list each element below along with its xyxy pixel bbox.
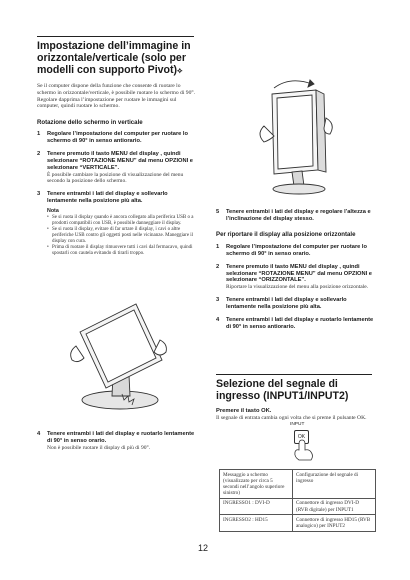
step-text: Tenere premuto il tasto MENU del display , quindi selezionare “ROTAZIONE MENU” dal menu OPZIONI e selezionare “VERTICALE”. <box>47 151 193 171</box>
right-column <box>216 209 376 331</box>
table-cell: Connettore di ingresso DVI-D (RVB digitale) per INPUT1 <box>293 498 376 514</box>
note-title: Nota <box>47 207 59 214</box>
step-4-left <box>37 431 197 451</box>
step-1-left <box>37 131 197 145</box>
note-item: • Se si ruota il display, evitare di far urtare il display, i cavi o altre periferiche USB contro gli oggetti posti nelle vicinanze. Maneggiare il display con cura. <box>47 227 197 245</box>
section-title-text: Impostazione dell’immagine in orizzontale/verticale (solo per modelli con supporto Pivot) <box>37 40 191 76</box>
table-row <box>220 498 376 514</box>
table-row <box>220 515 376 531</box>
step-number: 2 <box>216 263 220 270</box>
table-cell: Messaggio a schermo (visualizzato per circa 5 secondi nell’angolo superiore sinistro) <box>220 470 293 499</box>
step-3-right <box>216 297 376 311</box>
left-column <box>37 40 197 257</box>
step-2-left <box>37 151 197 185</box>
section-title-rotation <box>37 40 197 77</box>
section-title-input: Selezione del segnale di ingresso (INPUT1/INPUT2) <box>216 378 349 402</box>
table-cell: INGRESSO1 : DVI-D <box>220 498 293 514</box>
table-row <box>220 470 376 499</box>
step-number: 4 <box>37 431 41 437</box>
step-text: Regolare l’impostazione del computer per ruotare lo schermo di 90° in senso antiorario. <box>47 131 188 145</box>
step-number: 5 <box>216 209 220 215</box>
step-number: 3 <box>216 296 220 303</box>
step-text: Tenere entrambi i lati del display e sollevarlo lentamente nella posizione più alta. <box>226 296 347 310</box>
ok-label: OK <box>297 434 306 440</box>
table-cell: Configurazione del segnale di ingresso <box>293 470 376 499</box>
note-block <box>37 208 197 257</box>
input-button-illustration <box>284 422 324 464</box>
input-label: INPUT <box>290 422 305 427</box>
page-number: 12 <box>198 543 209 553</box>
step-1-right <box>216 244 376 258</box>
step-text: Tenere entrambi i lati del display e ruotarlo lentamente di 90° in senso antiorario. <box>226 316 374 330</box>
note-item: • Prima di ruotare il display rimuovere tutti i cavi dal fermacavo, quindi spostarli con cautela evitando di tirarli troppo. <box>47 245 197 257</box>
step-detail: Riportare la visualizzazione del menu alla posizione orizzontale. <box>226 284 369 291</box>
step-text: Regolare l’impostazione del computer per ruotare lo schermo di 90° in senso orario. <box>226 243 367 257</box>
input-signal-table <box>219 469 376 532</box>
step-3-left <box>37 191 197 205</box>
table-cell: INGRESSO2 : HD15 <box>220 515 293 531</box>
step-number: 2 <box>37 151 41 157</box>
table-cell: Connettore di ingresso HD15 (RVB analogico) per INPUT2 <box>293 515 376 531</box>
press-ok-description: Il segnale di entrata cambia ogni volta che si preme il pulsante OK. <box>216 415 367 421</box>
press-ok-instruction: Premere il tasto OK. <box>216 408 272 414</box>
top-rule-right <box>216 374 372 375</box>
step-detail: Non è possibile ruotare il display di più di 90°. <box>47 444 151 451</box>
top-rule-left <box>37 36 194 37</box>
step-5-right <box>216 209 376 223</box>
finger-press-icon <box>288 438 318 462</box>
step-number: 1 <box>37 131 41 138</box>
intro-paragraph-2: Regolare dapprima l’impostazione per ruotare le immagini sul computer, quindi ruotare lo schermo. <box>37 96 177 110</box>
step-text: Tenere entrambi i lati del display e ruotarlo lentamente di 90° in senso orario. <box>47 431 195 444</box>
step-text: Tenere premuto il tasto MENU del display , quindi selezionare “ROTAZIONE MENU” dal menu OPZIONI e selezionare “ORIZZONTALE”. <box>226 263 372 284</box>
step-detail: È possibile cambiare la posizione di visualizzazione del menu secondo la posizione dello schermo. <box>47 171 184 185</box>
monitor-lift-illustration <box>62 296 177 416</box>
step-number: 3 <box>37 190 41 197</box>
subhead-horizontal-return: Per riportare il display alla posizione orizzontale <box>216 230 356 238</box>
step-text: Tenere entrambi i lati del display e sollevarlo lentamente nella posizione più alta. <box>47 190 168 204</box>
intro-paragraph-1: Se il computer dispone della funzione che consente di ruotare lo schermo in orizzontale/verticale, è possibile ruotare lo schermo di 90°. <box>37 83 196 96</box>
step-text: Tenere entrambi i lati del display e regolare l’altezza e l’inclinazione del display stesso. <box>226 209 371 222</box>
monitor-portrait-illustration <box>252 78 344 196</box>
pivot-mark-icon: ⟡ <box>177 66 183 75</box>
step-number: 4 <box>216 316 220 323</box>
subhead-vertical-rotation: Rotazione dello schermo in verticale <box>37 119 143 127</box>
step-2-right <box>216 264 376 291</box>
input-section <box>216 378 376 422</box>
note-item: • Se si ruota il display quando è ancora collegato alla periferica USB o a prodotti compatibili con USB, è possibile danneggiare il display. <box>47 215 197 227</box>
step-number: 1 <box>216 243 220 250</box>
step-4-right <box>216 317 376 331</box>
